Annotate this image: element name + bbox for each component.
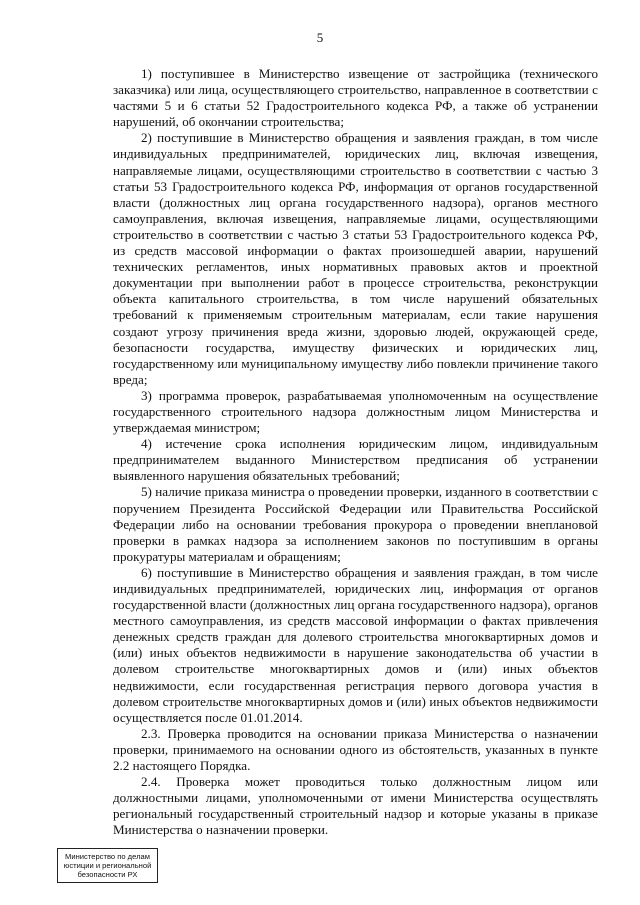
paragraph-item-4: 4) истечение срока исполнения юридическим лицом, индивидуальным предпринимателем выданного Министерством предписания об устранении выявленного нарушения обязательных требований; [113, 436, 598, 484]
stamp-line-2: юстиции и региональной [63, 861, 152, 871]
ministry-stamp [57, 848, 158, 883]
page-number: 5 [316, 30, 324, 45]
paragraph-item-5: 5) наличие приказа министра о проведении проверки, изданного в соответствии с поручением Президента Российской Федерации или Правительства Российской Федерации либо на основании требования прокурора о проведении внеплановой проверки в рамках надзора за исполнением законов по поступившим в органы прокуратуры материалам и обращениям; [113, 484, 598, 564]
paragraph-2-4: 2.4. Проверка может проводиться только должностным лицом или должностными лицами, уполномоченными от имени Министерства осуществлять региональный государственный строительный надзор и которые указаны в приказе Министерства о назначении проверки. [113, 774, 598, 838]
document-body [113, 66, 598, 839]
paragraph-item-2: 2) поступившие в Министерство обращения и заявления граждан, в том числе индивидуальных предпринимателей, юридических лиц, включая извещения, направляемые лицами, осуществляющими строительство в соответствии с частью 3 статьи 53 Градостроительного кодекса РФ, информация от органов государственной власти (должностных лиц органа государственного надзора), органов местного самоуправления, включая извещения, направляемые лицами, осуществляющими строительство в соответствии с частью 3 статьи 53 Градостроительного кодекса РФ, из средств массовой информации о фактах произошедшей аварии, нарушений технических регламентов, иных нормативных правовых актов и проектной документации при выполнении работ в процессе строительства, реконструкции объекта капитального строительства, в том числе нарушений обязательных требований к применяемым строительным материалам, если такие нарушения создают угрозу причинения вреда жизни, здоровью людей, окружающей среде, безопасности государства, имуществу физических и юридических лиц, государственному или муниципальному имуществу либо повлекли причинение такого вреда; [113, 130, 598, 387]
paragraph-item-1: 1) поступившее в Министерство извещение от застройщика (технического заказчика) или лица, осуществляющего строительство, направленное в соответствии с частями 5 и 6 статьи 52 Градостроительного кодекса РФ, а также об устранении нарушений, об окончании строительства; [113, 66, 598, 130]
stamp-line-1: Министерство по делам [65, 852, 150, 861]
paragraph-item-6: 6) поступившие в Министерство обращения и заявления граждан, в том числе индивидуальных предпринимателей, юридических лиц, информация от органов государственной власти (должностных лиц органа государственного надзора), органов местного самоуправления, из средств массовой информации о фактах привлечения денежных средств граждан для долевого строительства многоквартирных домов и (или) иных объектов недвижимости в нарушение законодательства об участии в долевом строительстве многоквартирных домов и (или) иных объектов недвижимости, если государственная регистрация первого договора участия в долевом строительстве многоквартирных домов и (или) иных объектов недвижимости осуществляется после 01.01.2014. [113, 564, 598, 725]
stamp-line-3: безопасности РХ [77, 870, 138, 880]
paragraph-item-3: 3) программа проверок, разрабатываемая уполномоченным на осуществление государственного строительного надзора должностным лицом Министерства и утверждаемая министром; [113, 387, 598, 436]
paragraph-2-3: 2.3. Проверка проводится на основании приказа Министерства о назначении проверки, принимаемого на основании одного из обстоятельств, указанных в пункте 2.2 настоящего Порядка. [113, 725, 598, 774]
